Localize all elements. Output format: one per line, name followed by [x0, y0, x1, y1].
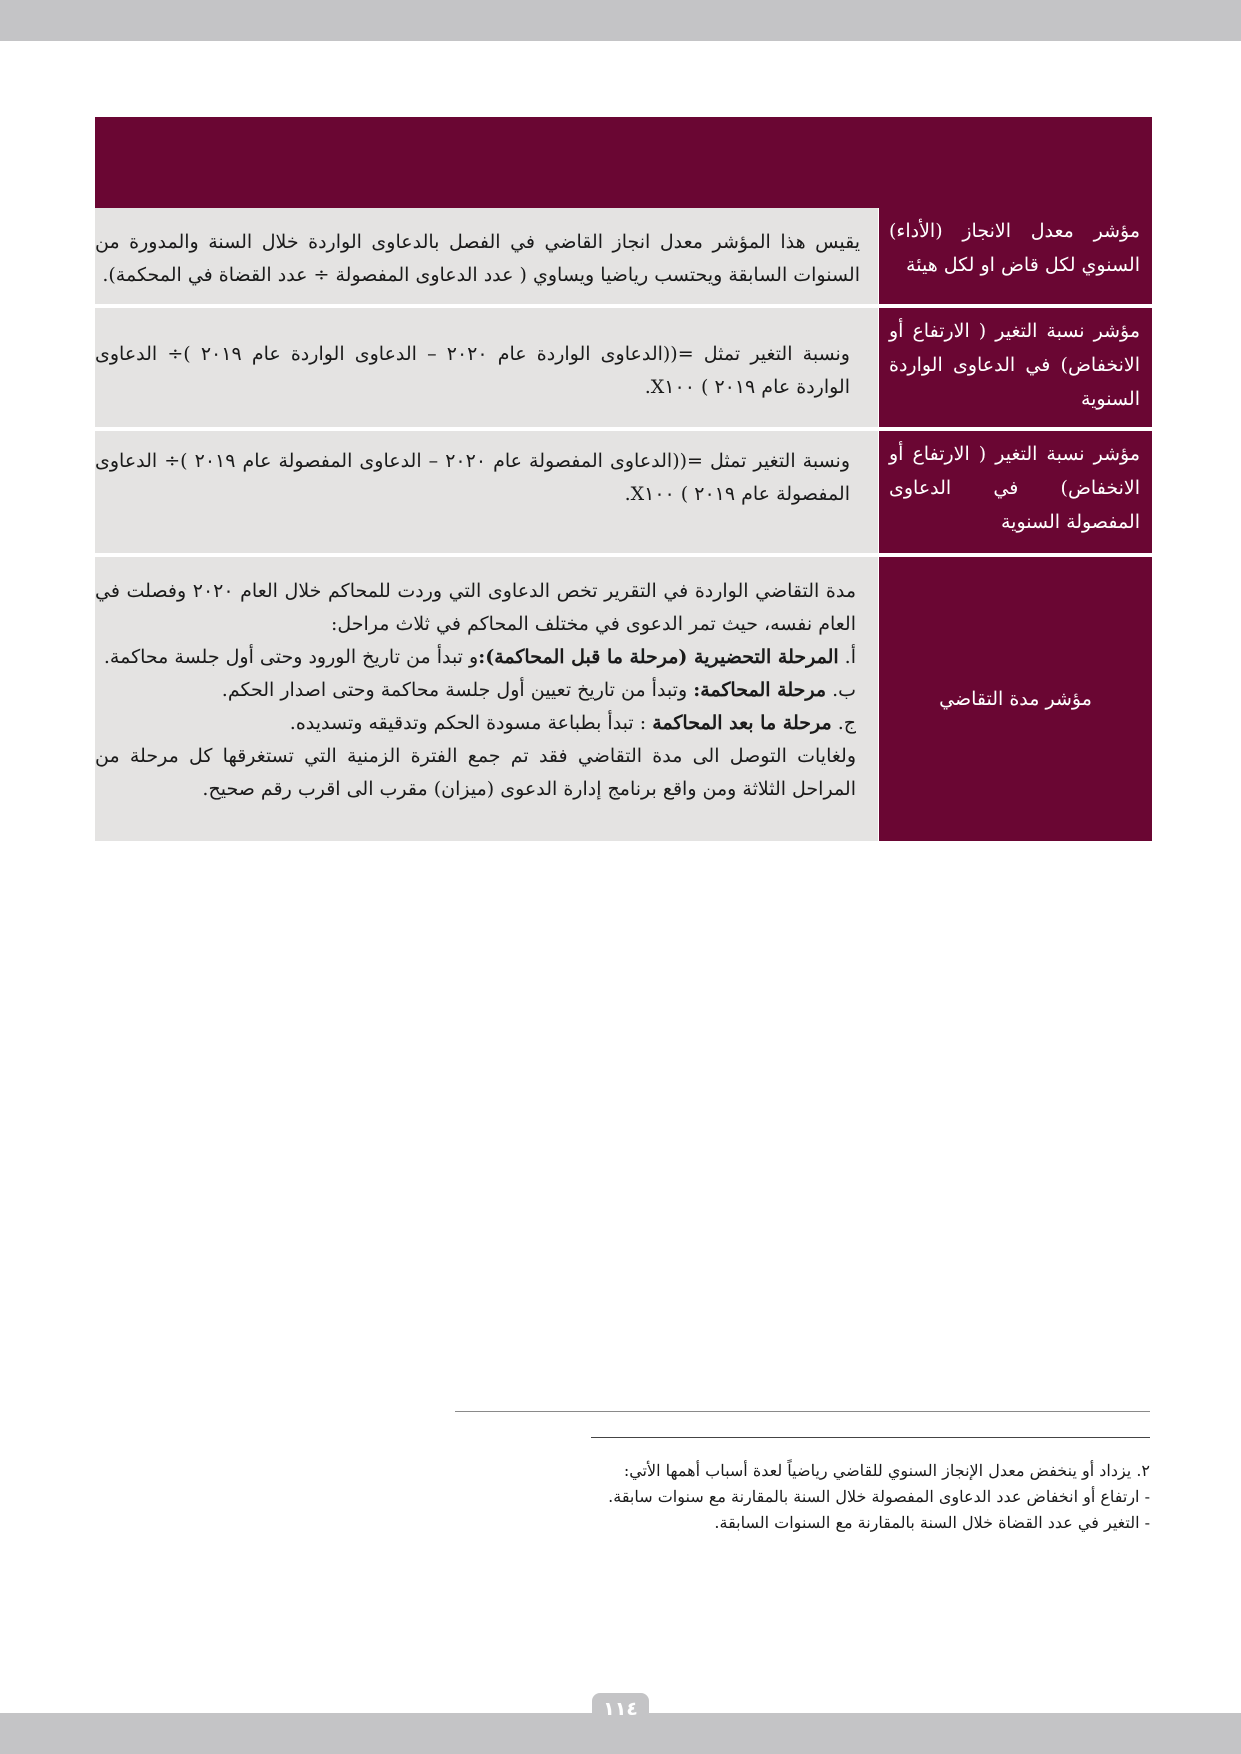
description-outro: ولغايات التوصل الى مدة التقاضي فقد تم جمع الفترة الزمنية التي تستغرقها كل مرحلة من المراحل الثلاثة ومن واقع برنامج إدارة الدعوى (ميزان) مقرب الى اقرب رقم صحيح.	[95, 745, 856, 800]
indicator-description-cell	[95, 557, 878, 841]
description-text: يقيس هذا المؤشر معدل انجاز القاضي في الفصل بالدعاوى الواردة خلال السنة والمدورة من السنوات السابقة ويحتسب رياضيا ويساوي ( عدد الدعاوى المفصولة ÷ عدد القضاة في المحكمة).	[95, 231, 860, 286]
top-band	[0, 0, 1241, 41]
indicator-description-cell	[95, 308, 878, 427]
page-number: ١١٤	[592, 1693, 649, 1723]
indicator-description-cell	[95, 431, 878, 553]
footnote-divider	[591, 1437, 1150, 1438]
table-row	[95, 431, 1152, 553]
footnote-item: - التغير في عدد القضاة خلال السنة بالمقارنة مع السنوات السابقة.	[714, 1513, 1150, 1532]
indicator-name-cell: مؤشر معدل الانجاز (الأداء) السنوي لكل قاض او لكل هيئة	[879, 208, 1152, 304]
table-row	[95, 208, 1152, 304]
description-text: ونسبة التغير تمثل =((الدعاوى الواردة عام ٢٠٢٠ – الدعاوى الواردة عام ٢٠١٩ )÷ الدعاوى الواردة عام ٢٠١٩ ) X١٠٠.	[95, 343, 850, 398]
footnote-item: - ارتفاع أو انخفاض عدد الدعاوى المفصولة خلال السنة بالمقارنة مع سنوات سابقة.	[608, 1487, 1150, 1506]
stage-item: ج. مرحلة ما بعد المحاكمة : تبدأ بطباعة مسودة الحكم وتدقيقه وتسديده.	[289, 712, 856, 734]
indicator-name-cell: مؤشر نسبة التغير ( الارتفاع أو الانخفاض) في الدعاوى المفصولة السنوية	[879, 431, 1152, 553]
stage-item: ب. مرحلة المحاكمة: وتبدأ من تاريخ تعيين أول جلسة محاكمة وحتى اصدار الحكم.	[221, 679, 856, 701]
indicator-name-text: مؤشر مدة التقاضي	[939, 688, 1092, 710]
indicator-name-cell: مؤشر نسبة التغير ( الارتفاع أو الانخفاض) في الدعاوى الواردة السنوية	[879, 308, 1152, 427]
footnote	[591, 1458, 1150, 1536]
indicator-description-cell	[95, 208, 878, 304]
table-row	[95, 308, 1152, 427]
description-text: ونسبة التغير تمثل =((الدعاوى المفصولة عام ٢٠٢٠ – الدعاوى المفصولة عام ٢٠١٩ )÷ الدعاوى المفصولة عام ٢٠١٩ ) X١٠٠.	[95, 450, 850, 505]
table-row	[95, 557, 1152, 841]
footnote-lead: ٢. يزداد أو ينخفض معدل الإنجاز السنوي للقاضي رياضياً لعدة أسباب أهمها الأتي:	[623, 1461, 1150, 1480]
description-intro: مدة التقاضي الواردة في التقرير تخص الدعاوى التي وردت للمحاكم خلال العام ٢٠٢٠ وفصلت في العام نفسه، حيث تمر الدعوى في مختلف المحاكم في ثلاث مراحل:	[95, 580, 856, 635]
table-header-bar	[95, 117, 1152, 208]
indicator-name-cell	[879, 557, 1152, 841]
stage-item: أ. المرحلة التحضيرية (مرحلة ما قبل المحاكمة):و تبدأ من تاريخ الورود وحتى أول جلسة محاكمة.	[103, 646, 856, 668]
divider	[455, 1411, 1150, 1412]
